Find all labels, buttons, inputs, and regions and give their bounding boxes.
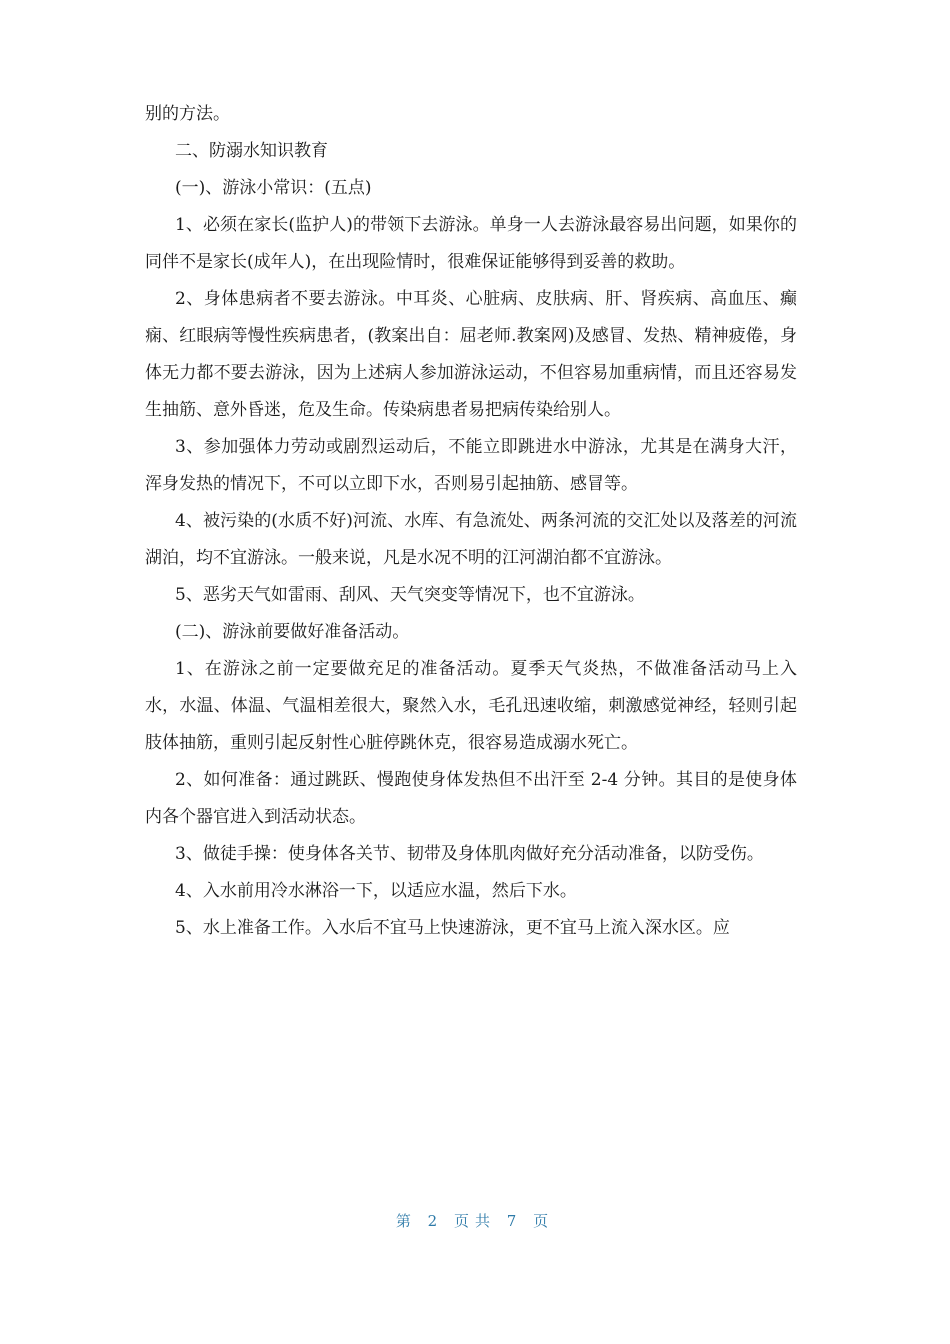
paragraph: (一)、游泳小常识：(五点) [175,178,372,198]
paragraph: 1、在游泳之前一定要做充足的准备活动。夏季天气炎热，不做准备活动马上入水，水温、体温、气温相差很大，聚然入水，毛孔迅速收缩，刺激感觉神经，轻则引起肢体抽筋，重则引起反射性心脏停跳休克，很容易造成溺水死亡。 [145,659,797,753]
paragraph: 3、做徒手操：使身体各关节、韧带及身体肌肉做好充分活动准备，以防受伤。 [175,844,764,864]
paragraph: 1、必须在家长(监护人)的带领下去游泳。单身一人去游泳最容易出问题，如果你的同伴不是家长(成年人)，在出现险情时，很难保证能够得到妥善的救助。 [145,215,797,272]
paragraph: 2、身体患病者不要去游泳。中耳炎、心脏病、皮肤病、肝、肾疾病、高血压、癫痫、红眼病等慢性疾病患者，(教案出自：屈老师.教案网)及感冒、发热、精神疲倦，身体无力都不要去游泳，因为上述病人参加游泳运动，不但容易加重病情，而且还容易发生抽筋、意外昏迷，危及生命。传染病患者易把病传染给别人。 [145,289,797,420]
page-number-footer: 第 2 页共 7 页 [395,1212,555,1230]
paragraph: 二、防溺水知识教育 [175,141,328,161]
document-body [145,96,797,947]
paragraph: 2、如何准备：通过跳跃、慢跑使身体发热但不出汗至 2-4 分钟。其目的是使身体内各个器官进入到活动状态。 [145,770,797,827]
paragraph: 别的方法。 [145,104,230,124]
paragraph: 5、恶劣天气如雷雨、刮风、天气突变等情况下，也不宜游泳。 [175,585,645,605]
paragraph: 3、参加强体力劳动或剧烈运动后，不能立即跳进水中游泳，尤其是在满身大汗，浑身发热的情况下，不可以立即下水，否则易引起抽筋、感冒等。 [145,437,797,494]
paragraph: 4、入水前用冷水淋浴一下，以适应水温，然后下水。 [175,881,577,901]
paragraph: 5、水上准备工作。入水后不宜马上快速游泳，更不宜马上流入深水区。应 [175,918,730,938]
paragraph: 4、被污染的(水质不好)河流、水库、有急流处、两条河流的交汇处以及落差的河流湖泊，均不宜游泳。一般来说，凡是水况不明的江河湖泊都不宜游泳。 [145,511,797,568]
paragraph: (二)、游泳前要做好准备活动。 [175,622,410,642]
